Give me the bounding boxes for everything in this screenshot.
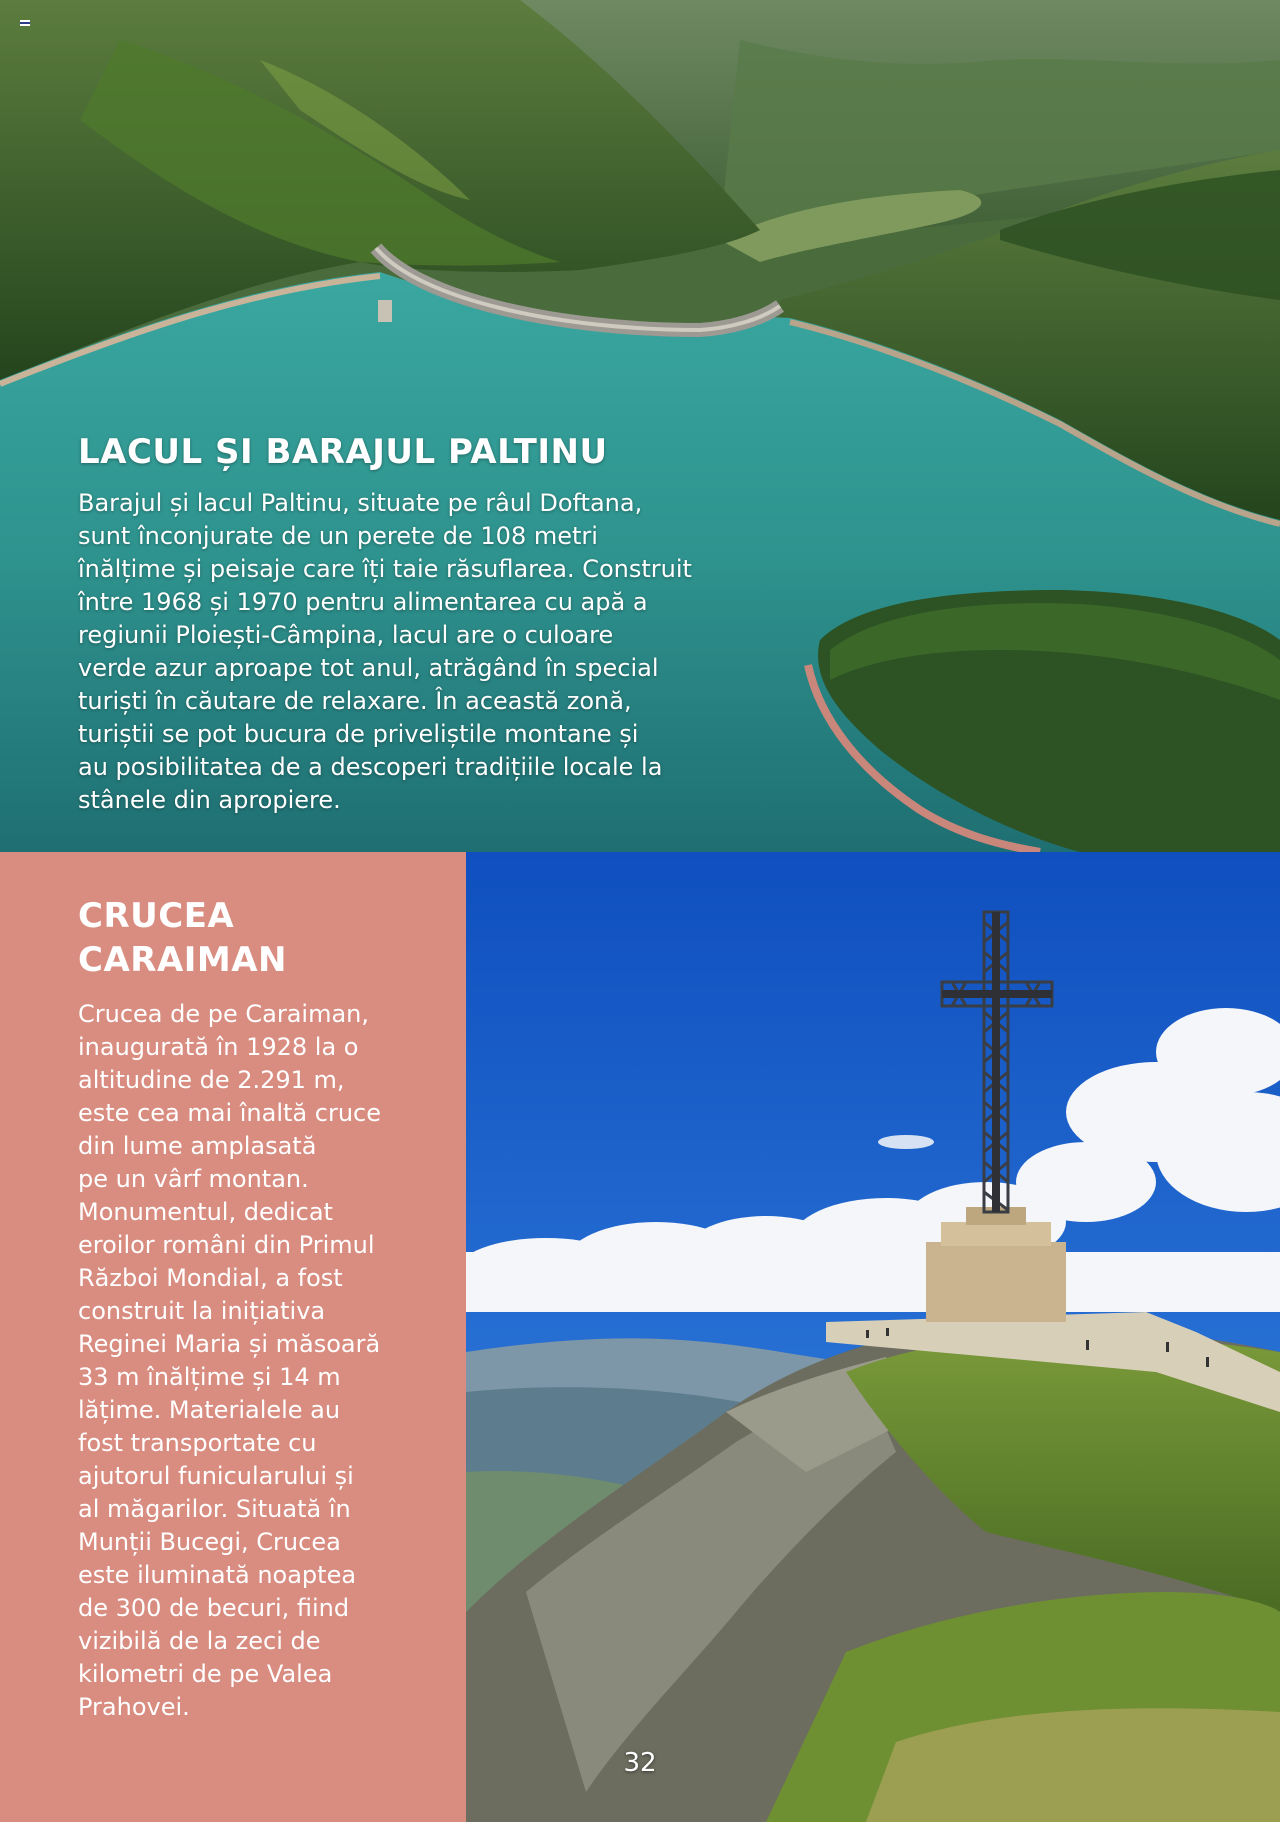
- flag-icon: [20, 20, 30, 26]
- paltinu-section: [0, 0, 1280, 852]
- paltinu-body: Barajul și lacul Paltinu, situate pe râul Doftana, sunt înconjurate de un perete de 108 metri înălțime și peisaje care îți taie răsuflarea. Construit între 1968 și 1970 pentru alimentarea cu apă a regiunii Ploiești-Câmpina, lacul are o culoare verde azur aproape tot anul, atrăgând în special turiști în căutare de relaxare. În această zonă, turiștii se pot bucura de priveliștile montane și au posibilitatea de a descoperi tradițiile locale la stânele din apropiere.: [78, 488, 692, 814]
- caraiman-photo-illustration: [466, 852, 1280, 1822]
- caraiman-text-panel: [0, 852, 466, 1822]
- paltinu-title: LACUL ȘI BARAJUL PALTINU: [78, 432, 608, 472]
- caraiman-text-block: [78, 894, 458, 1724]
- caraiman-cross-photo: [466, 852, 1280, 1822]
- caraiman-title: CRUCEA CARAIMAN: [78, 896, 288, 980]
- paltinu-text-block: [78, 432, 798, 817]
- page-number: 32: [623, 1748, 657, 1778]
- caraiman-body: Crucea de pe Caraiman, inaugurată în 1928 la o altitudine de 2.291 m, este cea mai înaltă cruce din lume amplasată pe un vârf montan. Monumentul, dedicat eroilor români din Primul Război Mondial, a fost construit la inițiativa Reginei Maria și măsoară 33 m înălțime și 14 m lățime. Materialele au fost transportate cu ajutorul funicularului și al măgarilor. Situată în Munții Bucegi, Crucea este iluminată noaptea de 300 de becuri, fiind vizibilă de la zeci de kilometri de pe Valea Prahovei.: [78, 1000, 381, 1721]
